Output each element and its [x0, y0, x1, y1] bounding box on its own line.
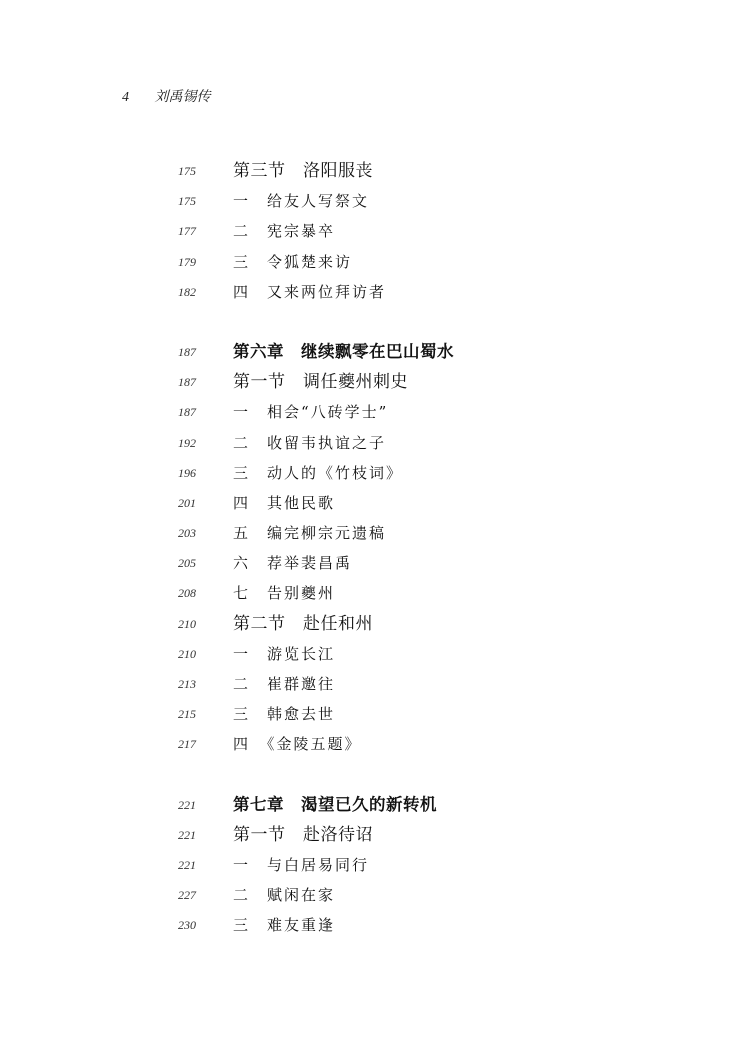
toc-entry-title: 第二节 赴任和州	[233, 613, 373, 634]
group-spacer	[0, 307, 750, 337]
toc-item-entry	[0, 639, 750, 669]
toc-page-number: 208	[178, 586, 196, 601]
toc-page-number: 213	[178, 677, 196, 691]
toc-page-number: 215	[178, 707, 196, 722]
toc-entry-title: 三 动人的《竹枝词》	[233, 463, 404, 482]
toc-entry-title: 四 又来两位拜访者	[233, 282, 387, 301]
toc-page-number: 182	[178, 284, 196, 299]
toc-section-entry	[0, 609, 750, 639]
running-head	[122, 86, 211, 106]
toc-item-entry	[0, 578, 750, 608]
toc-entry-title: 五 编完柳宗元遗稿	[233, 524, 387, 543]
toc-page-number: 205	[178, 556, 196, 571]
toc-item-entry	[0, 850, 750, 880]
toc-item-entry	[0, 488, 750, 518]
toc-section-entry	[0, 820, 750, 850]
toc-entry-title: 一 给友人写祭文	[233, 192, 370, 211]
toc-entry-title: 二 宪宗暴卒	[233, 222, 336, 241]
group-spacer	[0, 760, 750, 790]
toc-item-entry	[0, 186, 750, 216]
toc-page-number: 203	[178, 526, 196, 541]
toc-page-number: 179	[178, 254, 196, 269]
toc-page-number: 175	[178, 194, 196, 209]
toc-entry-title: 一 与白居易同行	[233, 855, 370, 874]
toc-entry-title: 第六章 继续飘零在巴山蜀水	[233, 341, 454, 361]
table-of-contents	[0, 156, 750, 941]
toc-page-number: 187	[178, 375, 196, 390]
toc-page-number: 210	[178, 646, 196, 661]
toc-page-number: 227	[178, 888, 196, 903]
toc-entry-title: 第七章 渴望已久的新转机	[233, 794, 437, 814]
toc-entry-title: 第一节 赴洛待诏	[233, 824, 373, 845]
toc-entry-title: 四 《金陵五题》	[233, 735, 362, 754]
toc-entry-title: 一 相会“八砖学士”	[233, 403, 389, 422]
toc-page-number: 221	[178, 827, 196, 842]
toc-page-number: 177	[178, 224, 196, 239]
toc-entry-title: 七 告别夔州	[233, 584, 336, 603]
toc-item-entry	[0, 247, 750, 277]
toc-chapter-entry	[0, 337, 750, 367]
toc-item-entry	[0, 428, 750, 458]
page-number: 4	[122, 90, 129, 105]
toc-section-entry	[0, 156, 750, 186]
toc-chapter-entry	[0, 790, 750, 820]
toc-item-entry	[0, 729, 750, 759]
toc-page-number: 175	[178, 164, 196, 178]
toc-entry-title: 二 赋闲在家	[233, 886, 336, 905]
toc-page-number: 192	[178, 435, 196, 450]
toc-entry-title: 六 荐举裴昌禹	[233, 554, 353, 573]
toc-item-entry	[0, 458, 750, 488]
toc-section-entry	[0, 367, 750, 397]
toc-page-number: 187	[178, 344, 196, 359]
toc-page-number: 187	[178, 405, 196, 420]
toc-entry-title: 一 游览长江	[233, 644, 336, 663]
toc-item-entry	[0, 216, 750, 246]
toc-entry-title: 三 难友重逢	[233, 916, 336, 935]
toc-item-entry	[0, 548, 750, 578]
toc-page-number: 201	[178, 495, 196, 510]
toc-entry-title: 二 收留韦执谊之子	[233, 433, 387, 452]
book-title: 刘禹锡传	[154, 90, 211, 105]
toc-item-entry	[0, 518, 750, 548]
toc-item-entry	[0, 910, 750, 940]
toc-item-entry	[0, 880, 750, 910]
toc-item-entry	[0, 669, 750, 699]
toc-entry-title: 四 其他民歌	[233, 493, 336, 512]
toc-page-number: 230	[178, 918, 196, 933]
toc-page-number: 221	[178, 797, 196, 812]
toc-page-number: 221	[178, 857, 196, 872]
toc-page-number: 196	[178, 465, 196, 480]
toc-item-entry	[0, 277, 750, 307]
toc-entry-title: 二 崔群邀往	[233, 675, 336, 693]
toc-entry-title: 三 韩愈去世	[233, 705, 336, 724]
toc-page-number: 210	[178, 616, 196, 631]
toc-entry-title: 三 令狐楚来访	[233, 252, 353, 271]
toc-item-entry	[0, 397, 750, 427]
toc-entry-title: 第三节 洛阳服丧	[233, 161, 373, 181]
toc-page-number: 217	[178, 737, 196, 752]
toc-entry-title: 第一节 调任夔州刺史	[233, 372, 408, 393]
toc-item-entry	[0, 699, 750, 729]
